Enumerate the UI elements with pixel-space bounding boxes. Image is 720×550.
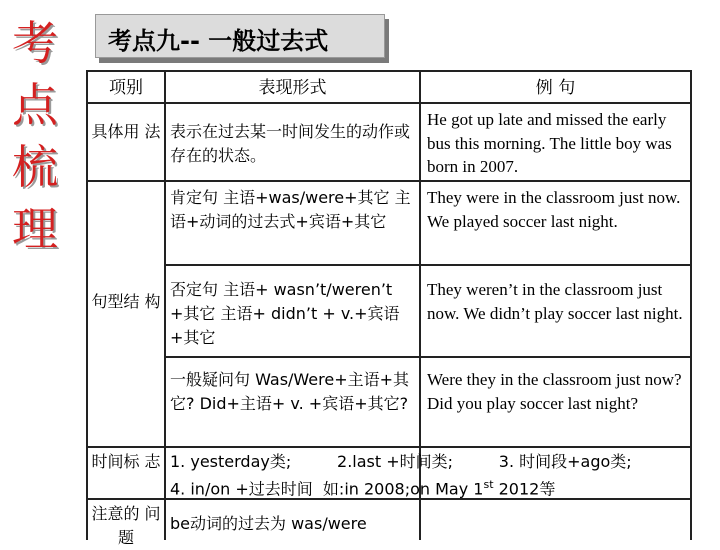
header-category: 项别 <box>109 78 143 98</box>
column-divider <box>164 70 166 540</box>
notes-text: be动词的过去为 was/were <box>170 514 367 533</box>
time-markers-line2-text: 4. in/on +过去时间 如:in 2008;on May 1 <box>170 479 484 499</box>
grammar-table <box>86 70 694 547</box>
time-markers-line2 <box>170 473 690 501</box>
affirmative-form: 肯定句 主语+was/were+其它 主语+动词的过去式+宾语+其它 <box>170 188 411 231</box>
row-divider <box>164 264 692 266</box>
row-label-structure: 句型结 构 <box>91 292 161 311</box>
header-example: 例 句 <box>535 78 576 98</box>
question-example: Were they in the classroom just now? Did you play soccer last night? <box>427 370 682 413</box>
side-title-char: 点 <box>12 78 58 132</box>
affirmative-example: They were in the classroom just now. We played soccer last night. <box>427 188 681 231</box>
row-divider <box>86 70 692 72</box>
row-divider <box>86 102 692 104</box>
time-markers-line2-end: 2012等 <box>493 479 556 499</box>
side-title-char: 梳 <box>12 140 58 194</box>
row-label-usage: 具体用 法 <box>91 122 161 141</box>
header-form: 表现形式 <box>258 78 327 98</box>
question-form: 一般疑问句 Was/Were+主语+其它? Did+主语+ v. +宾语+其它? <box>170 370 410 413</box>
row-divider <box>86 180 692 182</box>
side-title-char: 理 <box>12 202 58 256</box>
negative-example: They weren’t in the classroom just now. We didn’t play soccer last night. <box>427 280 683 323</box>
page-title-box <box>95 14 385 58</box>
usage-form: 表示在过去某一时间发生的动作或存在的状态。 <box>170 122 411 165</box>
page-title: 考点九-- 一般过去式 <box>108 27 329 55</box>
table-border <box>86 70 88 540</box>
row-divider <box>86 446 692 448</box>
time-markers-superscript: st <box>483 478 494 491</box>
row-label-notes: 注意的 问题 <box>91 504 161 547</box>
row-divider <box>164 356 692 358</box>
time-markers-line1: 1. yesterday类; 2.last +时间类; 3. 时间段+ago类; <box>170 452 632 471</box>
usage-example: He got up late and missed the early bus this morning. The little boy was born in 2007. <box>427 110 672 176</box>
side-title <box>6 12 64 260</box>
negative-form: 否定句 主语+ wasn’t/weren’t +其它 主语+ didn’t + v.+宾语+其它 <box>170 280 400 347</box>
row-label-time: 时间标 志 <box>91 452 161 471</box>
table-border <box>690 70 692 540</box>
side-title-char: 考 <box>12 16 58 70</box>
